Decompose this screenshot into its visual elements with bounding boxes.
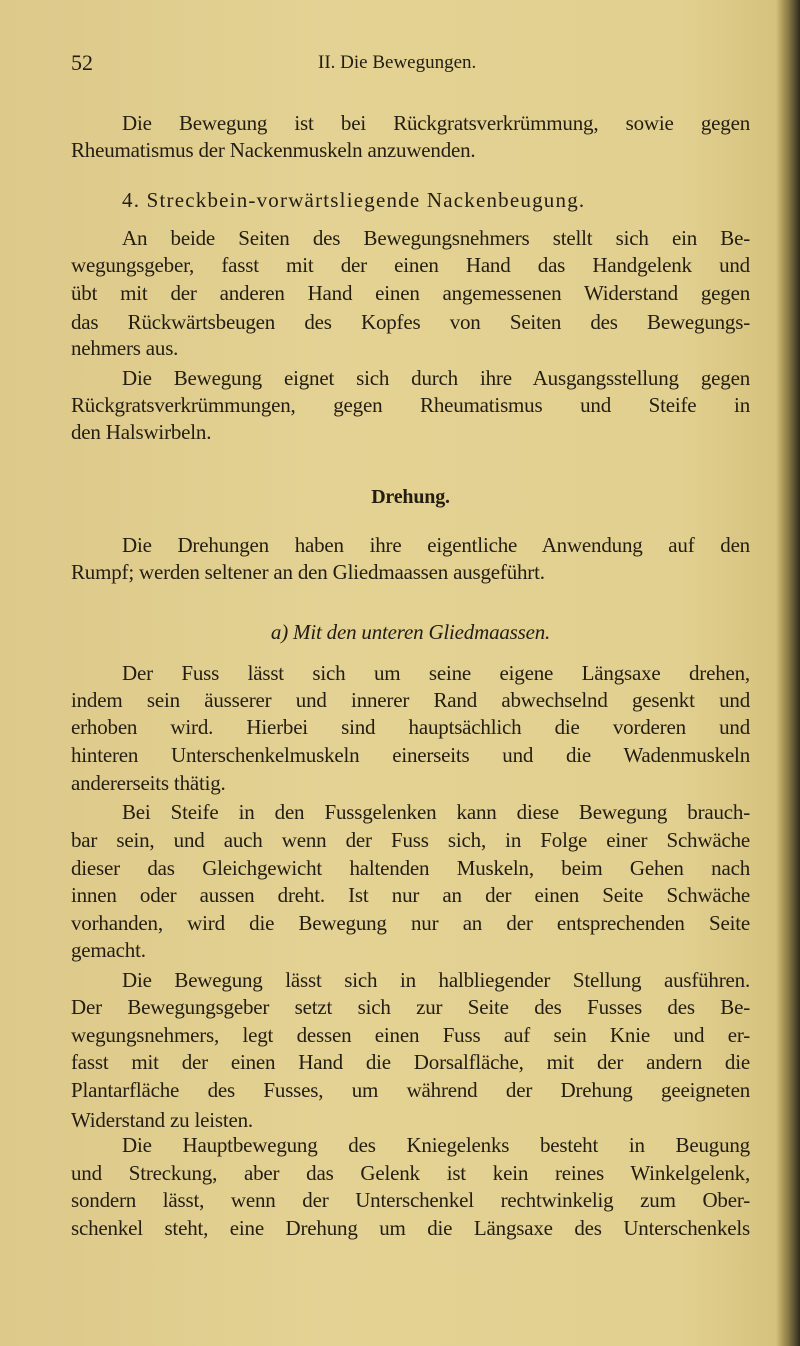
text-line: dieser das Gleichgewicht haltenden Muskeln, beim Gehen nach (71, 856, 750, 880)
text-line: Die Bewegung lässt sich in halbliegender Stellung ausführen. (122, 968, 750, 992)
text-line: bar sein, und auch wenn der Fuss sich, in Folge einer Schwäche (71, 828, 750, 852)
text-line: den Halswirbeln. (71, 420, 212, 444)
text-line: fasst mit der einen Hand die Dorsalfläche, mit der andern die (71, 1050, 750, 1074)
text-line: Die Bewegung ist bei Rückgratsverkrümmung, sowie gegen (122, 111, 750, 135)
text-line: Plantarfläche des Fusses, um während der Drehung geeigneten (71, 1078, 750, 1102)
text-line: Die Bewegung eignet sich durch ihre Ausgangsstellung gegen (122, 366, 750, 390)
text-line: wegungsgeber, fasst mit der einen Hand das Handgelenk und (71, 253, 750, 277)
text-line: Rheumatismus der Nackenmuskeln anzuwenden. (71, 138, 476, 162)
text-line: und Streckung, aber das Gelenk ist kein reines Winkelgelenk, (71, 1161, 750, 1185)
text-line: andererseits thätig. (71, 771, 226, 795)
subsection-title: a) Mit den unteren Gliedmaassen. (270, 620, 551, 644)
text-line: Bei Steife in den Fussgelenken kann diese Bewegung brauch- (122, 800, 750, 824)
text-line: Der Bewegungsgeber setzt sich zur Seite des Fusses des Be- (71, 995, 750, 1019)
book-spine-edge (786, 0, 800, 1346)
text-line: Rumpf; werden seltener an den Gliedmaassen ausgeführt. (71, 560, 545, 584)
text-line: hinteren Unterschenkelmuskeln einerseits und die Wadenmuskeln (71, 743, 750, 767)
text-line: schenkel steht, eine Drehung um die Längsaxe des Unterschenkels (71, 1216, 750, 1240)
section-title: Drehung. (371, 486, 450, 508)
page-number: 52 (71, 50, 93, 75)
heading-title: 4. Streckbein-vorwärtsliegende Nackenbeugung. (122, 188, 586, 212)
text-line: wegungsnehmers, legt dessen einen Fuss auf sein Knie und er- (71, 1023, 750, 1047)
text-line: Widerstand zu leisten. (71, 1108, 253, 1132)
text-line: An beide Seiten des Bewegungsnehmers stellt sich ein Be- (122, 226, 750, 250)
text-line: Der Fuss lässt sich um seine eigene Längsaxe drehen, (122, 661, 750, 685)
text-line: Die Drehungen haben ihre eigentliche Anwendung auf den (122, 533, 750, 557)
text-line: sondern lässt, wenn der Unterschenkel rechtwinkelig zum Ober- (71, 1188, 750, 1212)
text-line: indem sein äusserer und innerer Rand abwechselnd gesenkt und (71, 688, 750, 712)
text-line: innen oder aussen dreht. Ist nur an der einen Seite Schwäche (71, 883, 750, 907)
running-title: II. Die Bewegungen. (318, 52, 477, 73)
text-line: übt mit der anderen Hand einen angemessenen Widerstand gegen (71, 281, 750, 305)
text-line: das Rückwärtsbeugen des Kopfes von Seiten des Bewegungs- (71, 310, 750, 334)
text-line: Rückgratsverkrümmungen, gegen Rheumatismus und Steife in (71, 393, 750, 417)
text-line: Die Hauptbewegung des Kniegelenks besteht in Beugung (122, 1133, 750, 1157)
text-line: gemacht. (71, 938, 146, 962)
text-line: nehmers aus. (71, 336, 179, 360)
text-line: erhoben wird. Hierbei sind hauptsächlich die vorderen und (71, 715, 750, 739)
text-line: vorhanden, wird die Bewegung nur an der entsprechenden Seite (71, 911, 750, 935)
